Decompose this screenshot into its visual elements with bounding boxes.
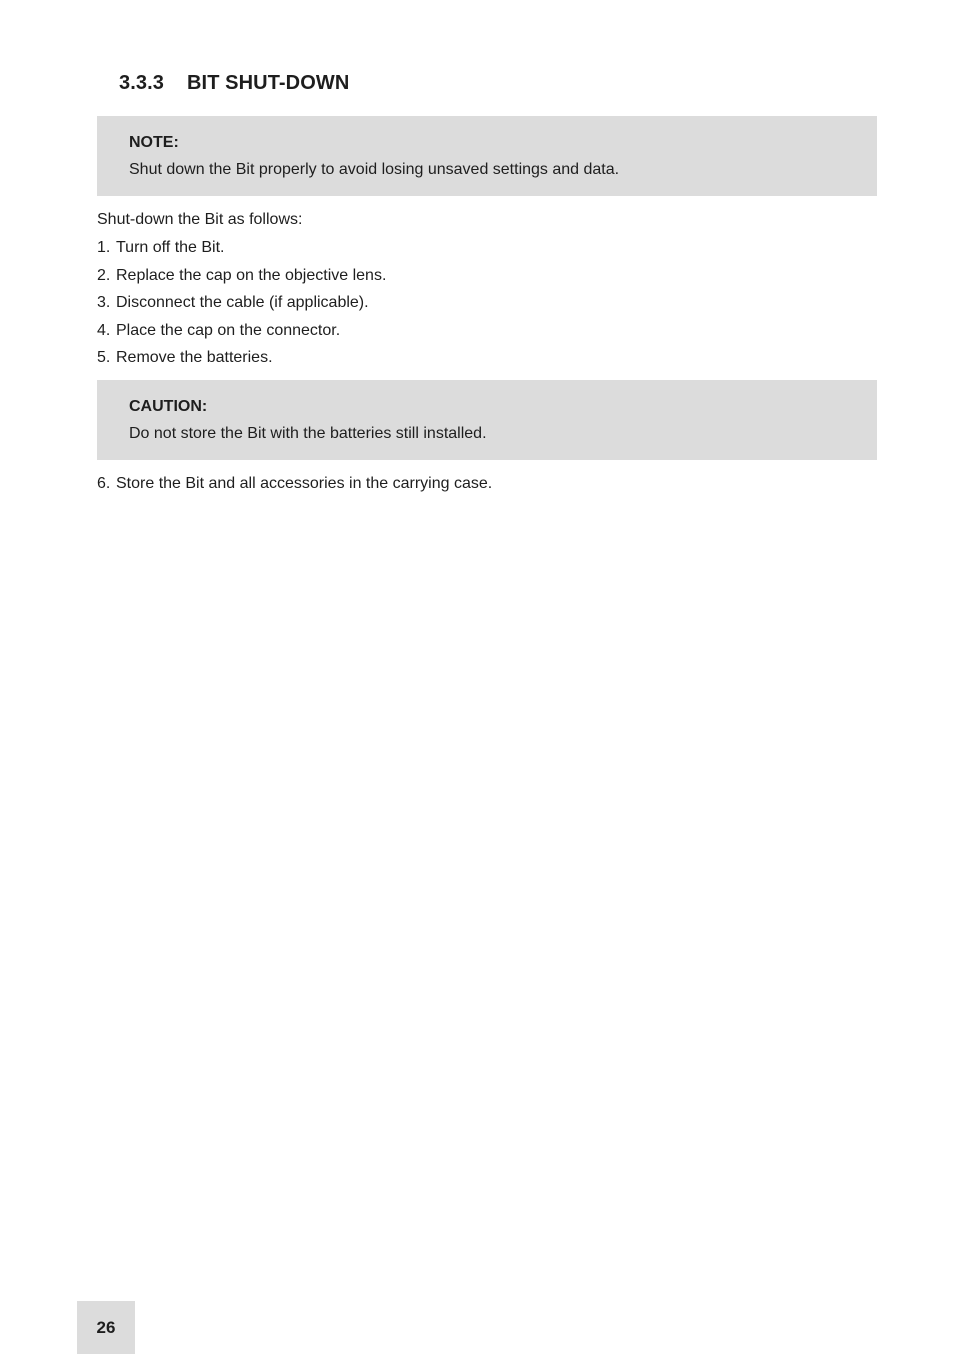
section-number: 3.3.3 <box>119 72 164 94</box>
caution-callout <box>97 380 877 460</box>
caution-label: CAUTION: <box>129 398 208 415</box>
step-number: 2. <box>97 267 111 284</box>
step-item-1 <box>97 236 225 260</box>
step-number: 1. <box>97 239 111 256</box>
step-text: Remove the batteries. <box>116 349 273 366</box>
step-item-5 <box>97 346 273 370</box>
note-callout <box>97 116 877 196</box>
page-number: 26 <box>77 1301 135 1354</box>
caution-text: Do not store the Bit with the batteries still installed. <box>129 425 487 442</box>
step-text: Place the cap on the connector. <box>116 322 341 339</box>
intro-text: Shut-down the Bit as follows: <box>97 211 303 228</box>
step-text: Store the Bit and all accessories in the carrying case. <box>116 475 493 492</box>
step-text: Replace the cap on the objective lens. <box>116 267 387 284</box>
step-item-3 <box>97 291 369 315</box>
step-number: 5. <box>97 349 111 366</box>
section-title: BIT SHUT-DOWN <box>187 72 350 94</box>
step-text: Turn off the Bit. <box>116 239 225 256</box>
step-text: Disconnect the cable (if applicable). <box>116 294 369 311</box>
step-number: 6. <box>97 475 111 492</box>
note-text: Shut down the Bit properly to avoid losing unsaved settings and data. <box>129 161 620 178</box>
step-item-6 <box>97 472 492 496</box>
step-number: 3. <box>97 294 111 311</box>
step-item-2 <box>97 264 386 288</box>
note-label: NOTE: <box>129 134 179 151</box>
step-number: 4. <box>97 322 111 339</box>
section-heading <box>119 72 349 95</box>
step-item-4 <box>97 319 340 343</box>
